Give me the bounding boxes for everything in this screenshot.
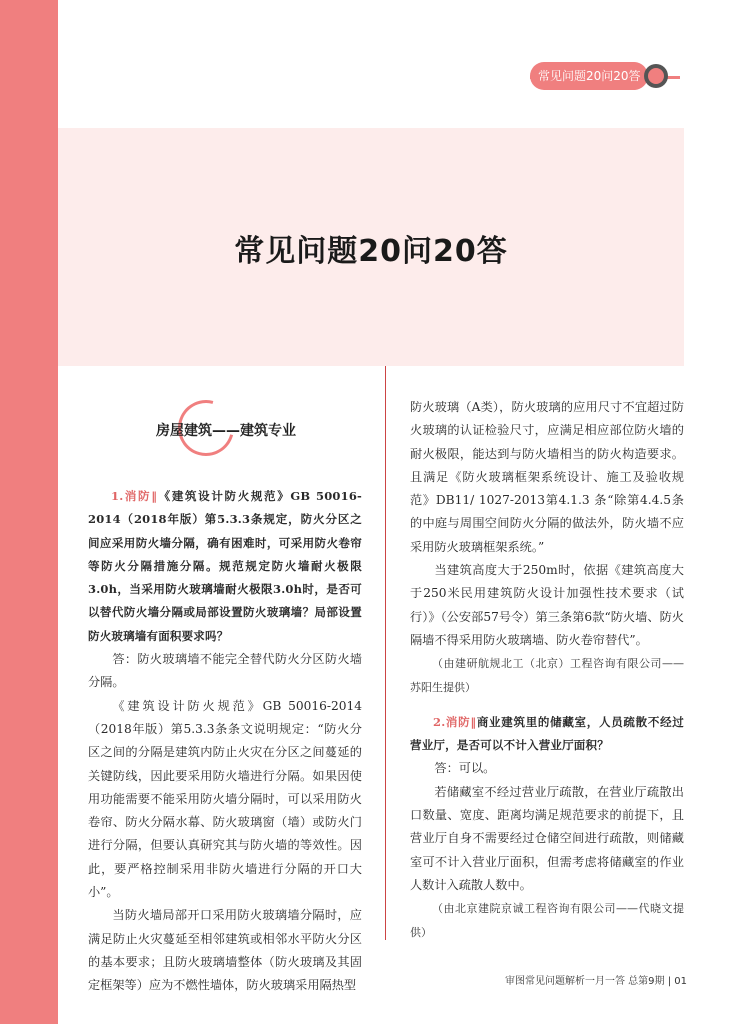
section-heading: [120, 400, 360, 460]
question-number: 2.消防‖: [433, 714, 477, 729]
left-color-band: [0, 0, 58, 1024]
question-paragraph: [410, 711, 684, 758]
page-footer: 审图常见问题解析一月一答 总第9期 | 01: [505, 976, 687, 987]
body-paragraph: 当建筑高度大于250m时，依据《建筑高度大于250米民用建筑防火设计加强性技术要求（试行）》（公安部57号令）第三条第6款“防火墙、防火隔墙不得采用防火玻璃墙、防火卷帘替代”。: [410, 563, 684, 647]
question-text: 商业建筑里的储藏室，人员疏散不经过营业厅，是否可以不计入营业厅面积？: [410, 714, 684, 753]
title-banner: [58, 128, 684, 366]
section-heading-text: 房屋建筑——建筑专业: [156, 423, 296, 439]
body-paragraph: 《建筑设计防火规范》GB 50016-2014（2018年版）第5.3.3条条文说明规定：“防火分区之间的分隔是建筑内防止火灾在分区之间蔓延的关键防线，因此要采用防火墙进行分隔。如果因使用功能需要不能采用防火墙分隔时，可以采用防火卷帘、防火分隔水幕、防火玻璃窗（墙）或防火门进行分隔，但要认真研究其与防火墙的等效性。因此，要严格控制采用非防火墙进行分隔的开口大小”。: [88, 698, 362, 900]
body-paragraph: 答：可以。: [434, 761, 496, 776]
body-paragraph: 当防火墙局部开口采用防火玻璃墙分隔时，应满足防止火灾蔓延至相邻建筑或相邻水平防火分区的基本要求；且防火玻璃墙整体（防火玻璃及其固定框架等）应为不燃性墙体，防火玻璃采用隔热型: [88, 908, 362, 993]
spacer: [410, 699, 684, 711]
column-divider: [385, 366, 386, 940]
header-badge: [530, 58, 690, 96]
left-column: [88, 485, 362, 998]
page-title: 常见问题20问20答: [234, 234, 508, 269]
body-paragraph: 防火玻璃（A类），防火玻璃的应用尺寸不宜超过防火玻璃的认证检验尺寸，应满足相应部位防火墙的耐火极限，能达到与防火墙相当的防火构造要求。且满足《防火玻璃框架系统设计、施工及验收规范》DB11/ 1027-2013第4.1.3 条“除第4.4.5条的中庭与周围空间防火分隔的做法外，防火墙不应采用防火玻璃框架系统。”: [410, 400, 684, 554]
question-paragraph: [88, 485, 362, 648]
body-paragraph: 若储藏室不经过营业厅疏散，在营业厅疏散出口数量、宽度、距离均满足规范要求的前提下，且营业厅自身不需要经过仓储空间进行疏散，则储藏室可不计入营业厅面积，但需考虑将储藏室的作业人数计入疏散人数中。: [410, 784, 684, 892]
credit-line: （由北京建院京诚工程咨询有限公司——代晓文提供）: [410, 902, 684, 939]
header-badge-text: 常见问题20问20答: [538, 69, 641, 83]
right-column: [410, 396, 684, 944]
circle-icon: [644, 64, 668, 88]
body-paragraph: 答：防火玻璃墙不能完全替代防火分区防火墙分隔。: [88, 652, 362, 690]
credit-line: （由建研航规北工（北京）工程咨询有限公司——苏阳生提供）: [410, 657, 684, 694]
question-number: 1.消防‖: [111, 489, 158, 503]
question-text: 《建筑设计防火规范》GB 50016-2014（2018年版）第5.3.3条规定，防火分区之间应采用防火墙分隔，确有困难时，可采用防火卷帘等防火分隔措施分隔。规范规定防火墙耐火极限3.0h，当采用防火玻璃墙耐火极限3.0h时，是否可以替代防火墙分隔或局部设置防火玻璃墙？局部设置防火玻璃墙有面积要求吗？: [88, 489, 362, 643]
